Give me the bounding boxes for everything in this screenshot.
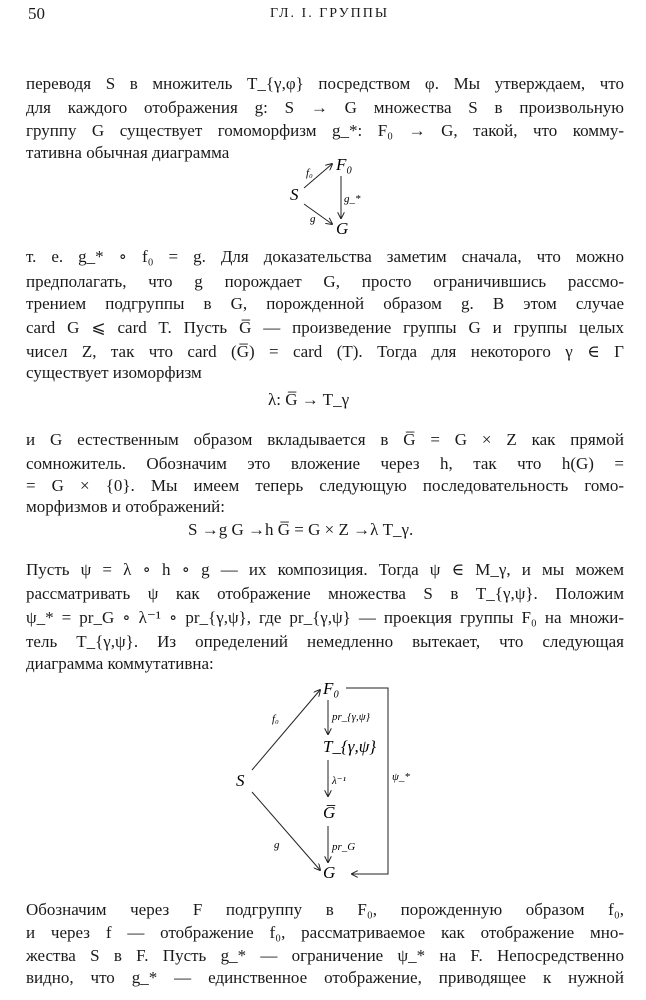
text-line: группу G существует гомоморфизм g_*: F₀ → G, такой, что комму- [26,121,624,140]
diagram1-arrow-g [304,204,332,224]
diagram1-label-f0: f₀ [306,167,313,179]
running-head: ГЛ. I. ГРУППЫ [270,6,390,21]
text-line: Пусть ψ = λ ∘ h ∘ g — их композиция. Тогда ψ ∈ M_γ, и мы можем [26,560,624,579]
diagram2-node-Gbar: G̅ [323,803,336,822]
page-number: 50 [28,4,45,23]
commutative-diagram-1 [280,150,380,242]
text-line: диаграмма коммутативна: [26,654,214,673]
text-line: card G ⩽ card T. Пусть G̅ — произведение группы G и группы целых [26,318,624,337]
formula-sequence: S →g G →h G̅ = G × Z →λ T_γ. [188,520,414,539]
text-line: тативна обычная диаграмма [26,143,230,162]
formula-isomorphism: λ: G̅ → T_γ [268,390,350,409]
diagram1-node-S: S [290,185,299,204]
diagram2-label-pr-gamma-psi: pr_{γ,ψ} [332,711,370,723]
text-line: Обозначим через F подгруппу в F₀, порожденную образом f₀, [26,900,624,919]
diagram1-label-g: g [310,213,316,225]
text-line: сомножитель. Обозначим это вложение через h, так что h(G) = [26,454,624,473]
diagram2-node-F0: F₀ [323,679,340,698]
diagram2-label-psistar: ψ_* [392,771,410,783]
text-line: рассматривать ψ как отображение множества S в T_{γ,ψ}. Положим [26,584,624,603]
diagram2-label-prG: pr_G [332,841,356,853]
text-line: и через f — отображение f₀, рассматриваемое как отображение мно- [26,923,624,942]
diagram2-arrow-f0 [252,690,320,770]
diagram2-label-g: g [274,839,280,851]
diagram2-node-Tgammapsi: T_{γ,ψ} [323,737,377,756]
diagram1-label-gstar: g_* [344,193,361,205]
text-line: тель T_{γ,ψ}. Из определений немедленно вытекает, что следующая [26,632,624,651]
text-line: переводя S в множитель T_{γ,φ} посредством φ. Мы утверждаем, что [26,74,624,93]
text-line: чисел Z, так что card (G̅) = card (T). Тогда для некоторого γ ∈ Γ [26,342,624,361]
text-line: существует изоморфизм [26,363,202,382]
text-line: т. е. g_* ∘ f₀ = g. Для доказательства заметим сначала, что можно [26,247,624,266]
diagram2-node-G: G [323,863,336,882]
commutative-diagram-2 [226,672,416,894]
diagram2-label-f0: f₀ [272,713,279,725]
text-line: видно, что g_* — единственное отображение, приводящее к нужной [26,968,624,987]
text-line: ψ_* = pr_G ∘ λ⁻¹ ∘ pr_{γ,ψ}, где pr_{γ,ψ} — проекция группы F₀ на множи- [26,608,624,627]
text-line: предполагать, что g порождает G, просто ограничившись рассмо- [26,272,624,291]
text-line: трением подгруппы в G, порожденной образом g. В этом случае [26,294,624,313]
text-line: жества S в F. Пусть g_* — ограничение ψ_* на F. Непосредственно [26,946,624,965]
diagram2-label-lambda-inverse: λ⁻¹ [332,775,346,787]
text-line: = G × {0}. Мы имеем теперь следующую последовательность гомо- [26,476,624,495]
diagram1-node-G: G [336,219,349,238]
diagram1-node-F0: F₀ [336,155,353,174]
diagram2-arrow-g [252,792,320,870]
text-line: морфизмов и отображений: [26,497,225,516]
diagram2-node-S: S [236,771,245,790]
text-line: для каждого отображения g: S → G множества S в произвольную [26,98,624,117]
text-line: и G естественным образом вкладывается в G̅ = G × Z как прямой [26,430,624,449]
